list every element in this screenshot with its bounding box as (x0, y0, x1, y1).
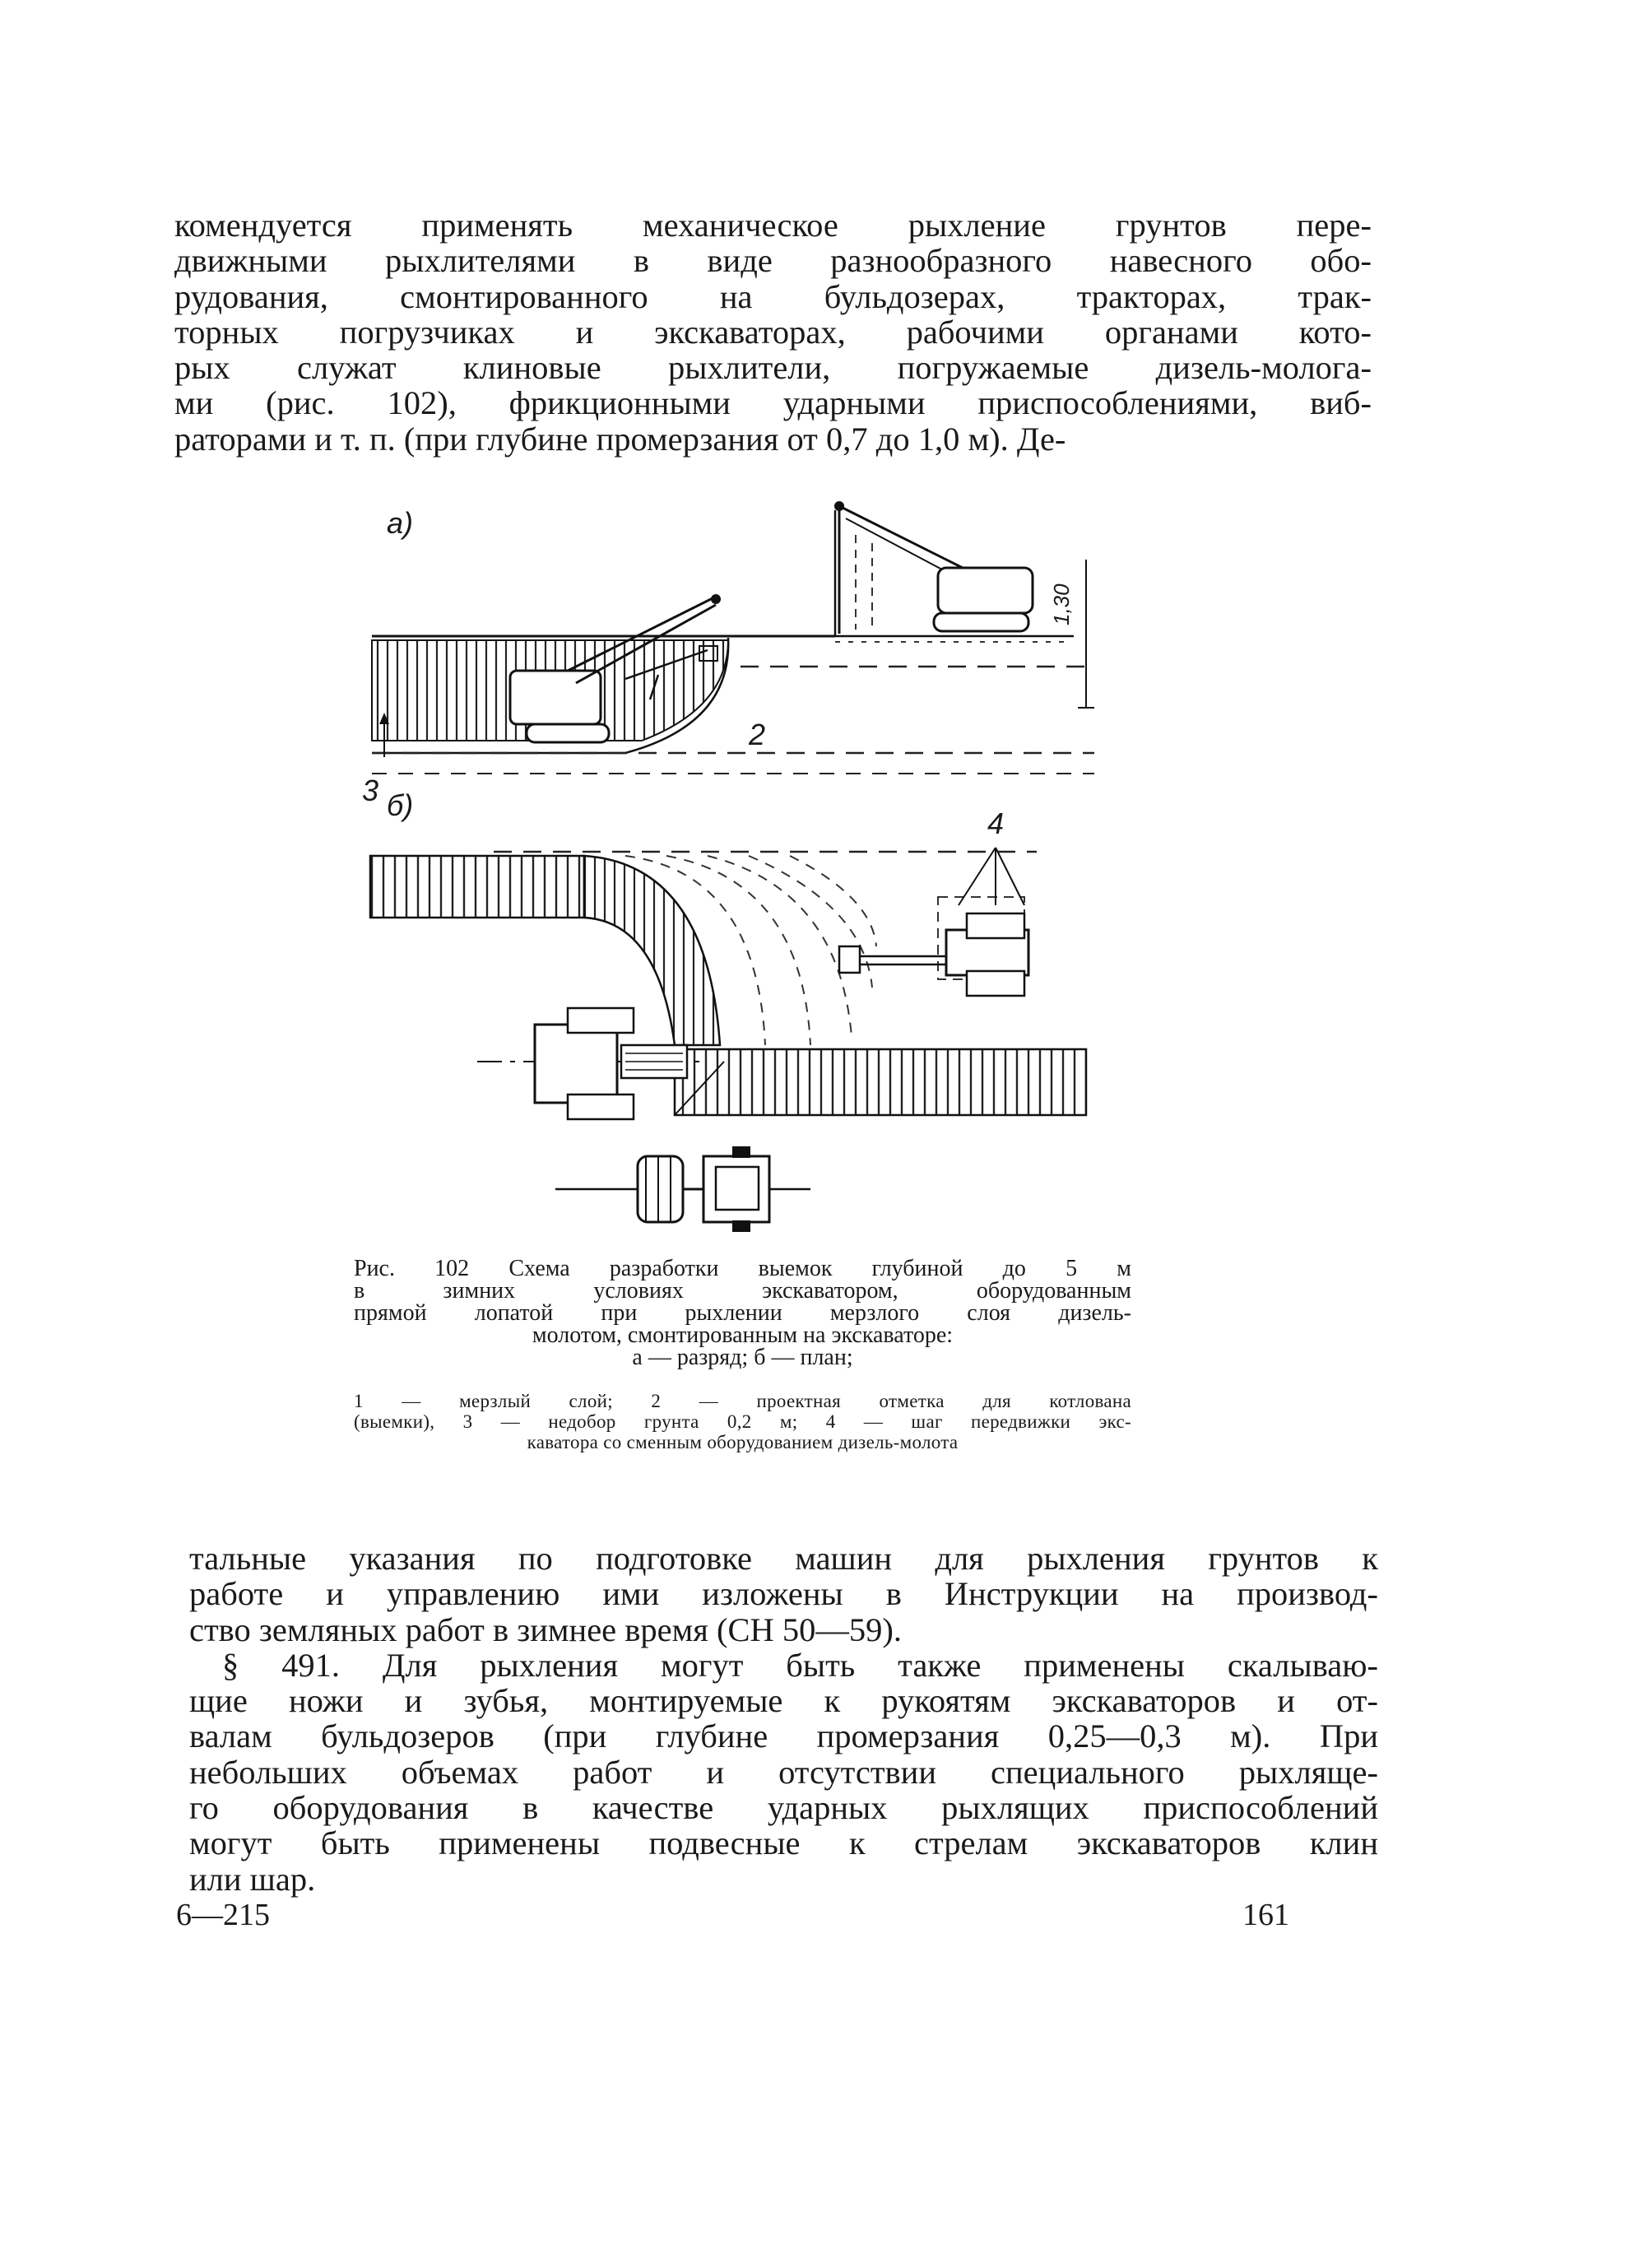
text-line: рудования, смонтированного на бульдозерах, тракторах, трак- (174, 277, 1372, 315)
text-line: раторами и т. п. (при глубине промерзания от 0,7 до 1,0 м). Де- (174, 420, 1066, 458)
figure-label-4: 4 (987, 806, 1005, 840)
text-line: комендуется применять механическое рыхление грунтов пере- (174, 207, 1372, 244)
legend-line: 1 — мерзлый слой; 2 — проектная отметка для котлована (354, 1391, 1131, 1411)
text-line: или шар. (189, 1860, 316, 1898)
figure-label-b: б) (387, 788, 414, 822)
excavator-plan-right (839, 848, 1028, 996)
section-a (372, 501, 1094, 774)
text-line: ми (рис. 102), фрикционными ударными приспособлениями, виб- (174, 384, 1372, 422)
text-line: валам бульдозеров (при глубине промерзания 0,25—0,3 м). При (189, 1717, 1378, 1755)
section-b-plan (370, 848, 1086, 1232)
figure-caption-title (354, 1257, 1131, 1369)
figure-label-dim: 1,30 (1049, 583, 1074, 625)
caption-line: а — разряд; б — план; (632, 1345, 853, 1370)
text-line: ство земляных работ в зимнее время (СН 50—59). (189, 1610, 902, 1648)
text-line: движными рыхлителями в виде разнообразного навесного обо- (174, 242, 1372, 280)
figure-label-2: 2 (749, 718, 766, 751)
caption-line: в зимних условиях экскаватором, оборудованным (354, 1278, 1131, 1304)
figure-label-a: а) (387, 506, 414, 540)
page-number: 161 (1242, 1898, 1289, 1932)
caption-line: молотом, смонтированным на экскаваторе: (532, 1322, 954, 1348)
caption-line: прямой лопатой при рыхлении мерзлого слоя дизель- (354, 1300, 1131, 1326)
text-line: тальные указания по подготовке машин для рыхления грунтов к (189, 1540, 1378, 1577)
figure-label-3: 3 (362, 774, 379, 807)
text-line: рых служат клиновые рыхлители, погружаемые дизель-молога- (174, 349, 1372, 387)
signature-mark: 6—215 (176, 1898, 270, 1932)
text-line: небольших объемах работ и отсутствии специального рыхляще- (189, 1753, 1378, 1791)
text-line: могут быть применены подвесные к стрелам экскаваторов клин (189, 1824, 1378, 1862)
caption-line: Рис. 102 Схема разработки выемок глубиной до 5 м (354, 1256, 1131, 1281)
tractor-plan (555, 1146, 810, 1232)
figure-caption-legend (354, 1391, 1131, 1452)
excavator-surface (834, 501, 1033, 634)
text-line: го оборудования в качестве ударных рыхлящих приспособлений (189, 1789, 1378, 1827)
legend-line: (выемки), 3 — недобор грунта 0,2 м; 4 — шаг передвижки экс- (354, 1411, 1131, 1432)
text-line: торных погрузчиках и экскаваторах, рабочими органами кото- (174, 313, 1372, 351)
text-line: щие ножи и зубья, монтируемые к рукоятям экскаваторов и от- (189, 1682, 1378, 1720)
text-line: § 491. Для рыхления могут быть также применены скалываю- (222, 1646, 1378, 1684)
bottom-paragraph (189, 1541, 1378, 1897)
legend-line: каватора со сменным оборудованием дизель-молота (527, 1432, 959, 1452)
text-line: работе и управлению ими изложены в Инструкции на производ- (189, 1575, 1378, 1613)
excavator-plan-left (477, 1008, 699, 1119)
